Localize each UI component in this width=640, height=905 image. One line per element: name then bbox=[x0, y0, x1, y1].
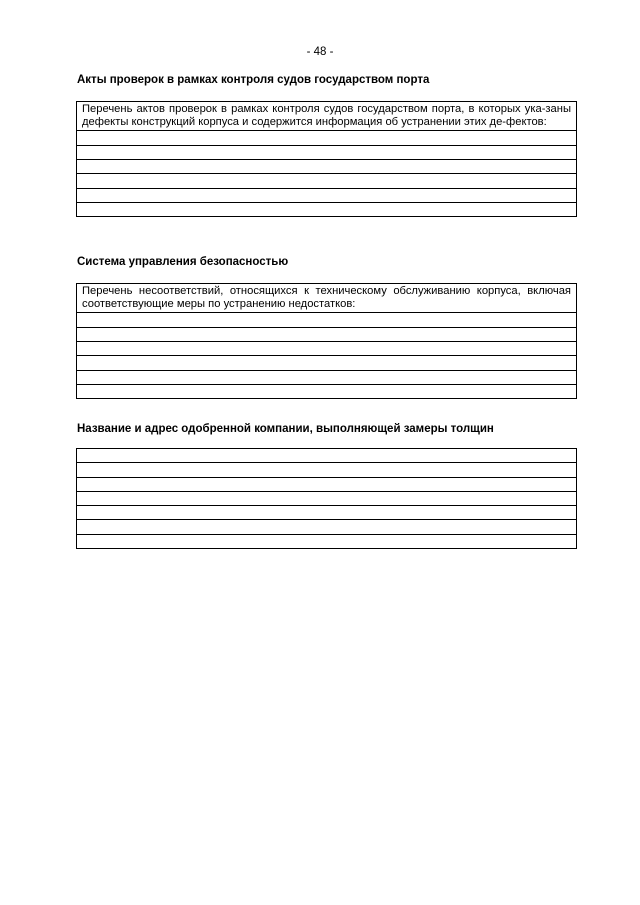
form-line[interactable] bbox=[77, 519, 576, 533]
form-line[interactable] bbox=[77, 384, 576, 398]
psc-reports-box bbox=[76, 101, 577, 217]
form-line[interactable] bbox=[77, 534, 576, 548]
form-line[interactable] bbox=[77, 202, 576, 216]
form-line[interactable] bbox=[77, 448, 576, 462]
form-line[interactable] bbox=[77, 188, 576, 202]
section-title-thickness-company: Название и адрес одобренной компании, выполняющей замеры толщин bbox=[77, 423, 494, 435]
safety-management-description: Перечень несоответствий, относящихся к техническому обслуживанию корпуса, включая соответствующие меры по устранению недостатков: bbox=[82, 285, 571, 311]
form-line[interactable] bbox=[77, 462, 576, 476]
form-line[interactable] bbox=[77, 491, 576, 505]
safety-management-box bbox=[76, 283, 577, 399]
form-line[interactable] bbox=[77, 370, 576, 384]
section-title-psc-reports: Акты проверок в рамках контроля судов государством порта bbox=[77, 74, 430, 86]
form-line[interactable] bbox=[77, 130, 576, 144]
form-line[interactable] bbox=[77, 355, 576, 369]
thickness-company-box bbox=[76, 448, 577, 549]
form-line[interactable] bbox=[77, 341, 576, 355]
form-line[interactable] bbox=[77, 477, 576, 491]
form-line[interactable] bbox=[77, 159, 576, 173]
psc-reports-description: Перечень актов проверок в рамках контроля судов государством порта, в которых ука-заны дефекты конструкций корпуса и содержится информация об устранении этих де-фектов: bbox=[82, 103, 571, 129]
form-line[interactable] bbox=[77, 505, 576, 519]
page-number: - 48 - bbox=[306, 46, 334, 58]
form-line[interactable] bbox=[77, 173, 576, 187]
form-line[interactable] bbox=[77, 145, 576, 159]
form-line[interactable] bbox=[77, 312, 576, 326]
form-line[interactable] bbox=[77, 327, 576, 341]
section-title-safety-management: Система управления безопасностью bbox=[77, 256, 289, 268]
